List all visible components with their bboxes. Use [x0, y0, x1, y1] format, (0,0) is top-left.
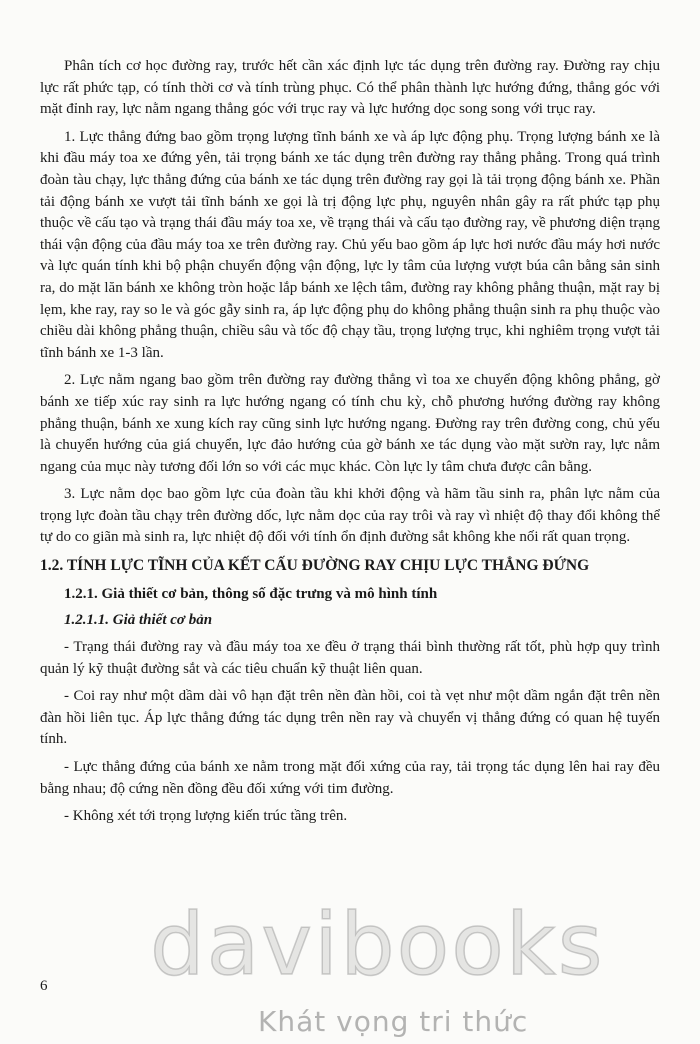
watermark-brand: davibooks	[150, 895, 605, 995]
page-number: 6	[40, 978, 48, 994]
assumption-4: - Không xét tới trọng lượng kiến trúc tầng trên.	[64, 808, 348, 825]
longitudinal-force-paragraph: 3. Lực nằm dọc bao gồm lực của đoàn tầu khi khởi động và hãm tầu sinh ra, phân lực nằm của trọng lực đoàn tầu chạy trên đường dốc, lực nằm dọc của ray trôi và ray vì nhiệt độ thay đổi không thể tự do co giãn mà sinh ra, lực nhiệt độ đối với tính ổn định đường sắt không khe nối rất quan trọng.	[40, 486, 660, 546]
subsubsection-heading: 1.2.1.1. Giả thiết cơ bản	[64, 612, 213, 629]
assumption-3: - Lực thẳng đứng của bánh xe nằm trong mặt đối xứng của ray, tải trọng tác dụng lên hai ray đều bằng nhau; độ cứng nền đồng đều đối xứng với tim đường.	[40, 759, 660, 797]
horizontal-force-paragraph: 2. Lực nằm ngang bao gồm trên đường ray đường thẳng vì toa xe chuyển động không phẳng, gờ bánh xe tiếp xúc ray sinh ra lực hướng ngang có tính chu kỳ, chỗ phương hướng đường ray không phẳng thuận, bánh xe xung kích ray cũng sinh lực hướng ngang. Đường ray trên đường cong, chủ yếu là chuyển hướng của giá chuyển, lực đảo hướng của gờ bánh xe tác dụng vào mặt sườn ray, lực nằm ngang của mục này tương đối lớn so với các mục khác. Còn lực ly tâm chưa được cân bằng.	[40, 372, 660, 475]
subsection-heading: 1.2.1. Giả thiết cơ bản, thông số đặc trưng và mô hình tính	[64, 586, 438, 603]
assumption-2: - Coi ray như một dầm dài vô hạn đặt trên nền đàn hồi, coi tà vẹt như một dầm ngắn đặt trên nền đàn hồi liên tục. Áp lực thẳng đứng tác dụng trên nền ray và chuyển vị thẳng đứng có quan hệ tuyến tính.	[40, 688, 660, 748]
page-content	[40, 56, 660, 834]
section-heading: 1.2. TÍNH LỰC TĨNH CỦA KẾT CẤU ĐƯỜNG RAY CHỊU LỰC THẲNG ĐỨNG	[40, 557, 590, 575]
watermark-slogan: Khát vọng tri thức	[258, 1005, 529, 1038]
assumption-1: - Trạng thái đường ray và đầu máy toa xe đều ở trạng thái bình thường rất tốt, phù hợp quy trình quản lý kỹ thuật đường sắt và các tiêu chuẩn kỹ thuật liên quan.	[40, 639, 660, 677]
intro-paragraph-1: Phân tích cơ học đường ray, trước hết cần xác định lực tác dụng trên đường ray. Đường ray chịu lực rất phức tạp, có tính thời cơ và tính trùng phục. Có thể phân thành lực hướng đứng, thẳng góc với mặt đỉnh ray, lực nằm ngang thẳng góc với trục ray và lực hướng dọc song song với trục ray.	[40, 58, 660, 118]
vertical-force-paragraph: 1. Lực thẳng đứng bao gồm trọng lượng tĩnh bánh xe và áp lực động phụ. Trọng lượng bánh xe là khi đầu máy toa xe đứng yên, tải trọng bánh xe tác dụng trên đường ray thẳng phẳng. Trong quá trình đoàn tàu chạy, lực thẳng đứng của bánh xe tác dụng trên đường ray gọi là tải trọng động bánh xe. Phần tải động bánh xe vượt tải tĩnh bánh xe gọi là trị động lực phụ, nguyên nhân gây ra rất phức tạp phụ thuộc về cấu tạo và trạng thái đầu máy toa xe, về trạng thái và cấu tạo đường ray, về phương diện trạng thái vận động của đầu máy toa xe trên đường ray. Chủ yếu bao gồm áp lực hơi nước đầu máy hơi nước và lực quán tính khi bộ phận chuyển động vận động, lực ly tâm của lượng vượt búa cân bằng sản sinh ra, do mặt lăn bánh xe không tròn hoặc lắp bánh xe lệch tâm, đường ray không phẳng thuận, mặt ray bị lẹm, khe ray, ray so le và góc gẫy sinh ra, áp lực động phụ do không phẳng thuận sinh ra phụ thuộc vào chiều dài không phẳng thuận, chiều sâu và tốc độ chạy tầu, trọng lượng trục, khi nghiêm trọng vượt tải tĩnh bánh xe 1-3 lần.	[40, 128, 660, 361]
